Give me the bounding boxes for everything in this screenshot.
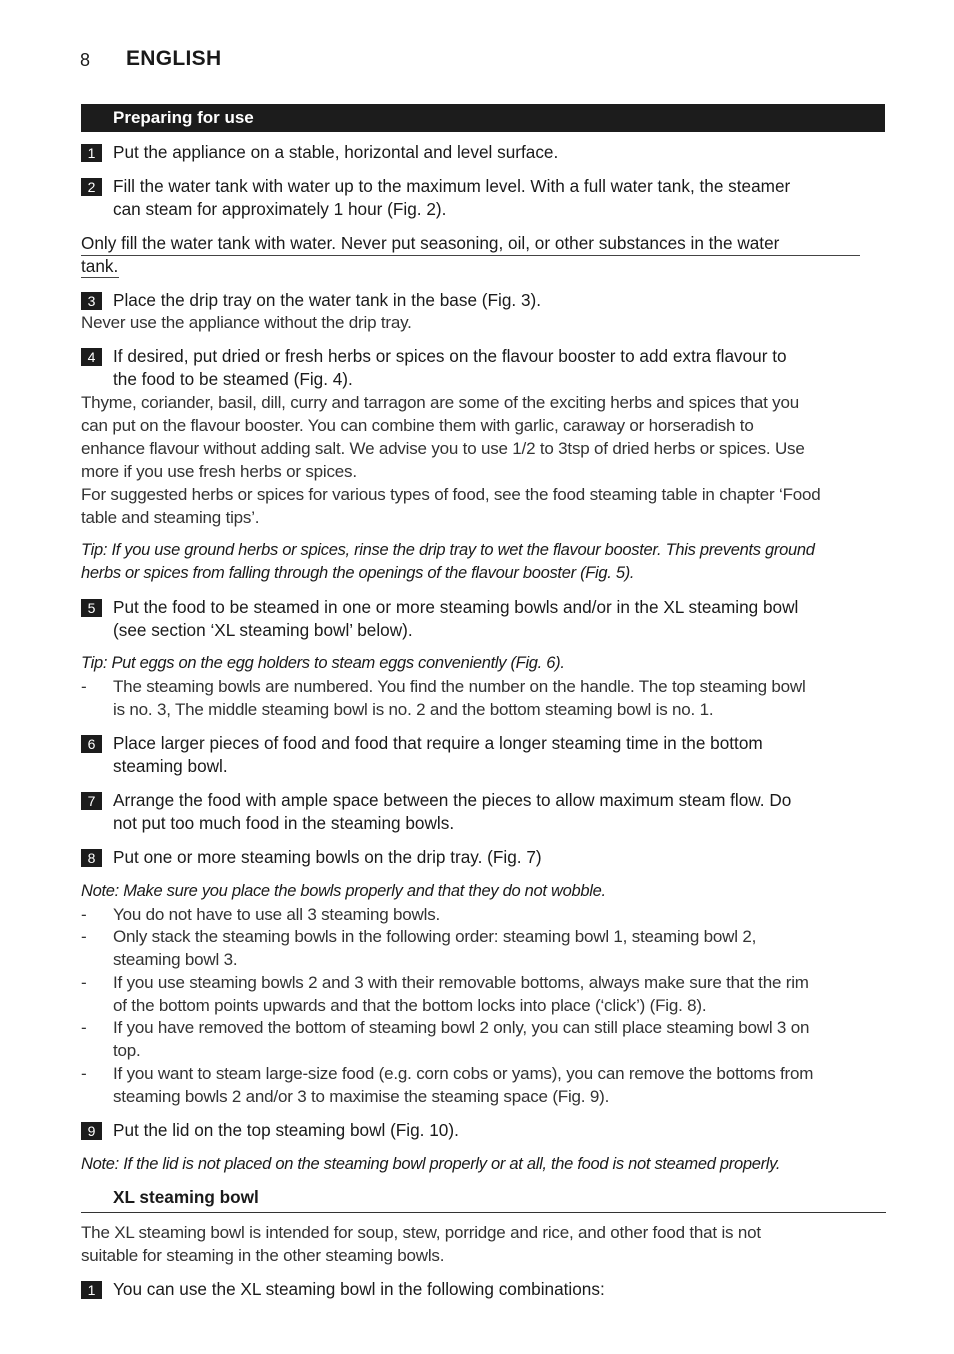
bullet-all-3 bbox=[81, 903, 887, 926]
paragraph-line: more if you use fresh herbs or spices. bbox=[81, 462, 357, 481]
bullet-line: If you have removed the bottom of steaming bowl 2 only, you can still place steaming bowl 3 on bbox=[113, 1018, 810, 1037]
xl-paragraph bbox=[81, 1221, 887, 1267]
step-number-badge: 9 bbox=[81, 1122, 102, 1140]
paragraph-line: table and steaming tips’. bbox=[81, 508, 260, 527]
step-6 bbox=[81, 732, 886, 778]
warning-underline bbox=[81, 277, 119, 278]
paragraph-line: suitable for steaming in the other steaming bowls. bbox=[81, 1246, 445, 1265]
tip-line: Tip: If you use ground herbs or spices, rinse the drip tray to wet the flavour booster. This prevents ground bbox=[81, 541, 815, 559]
step-text-line: steaming bowl. bbox=[113, 756, 228, 776]
step-number-badge: 4 bbox=[81, 348, 102, 366]
bullet-dash: - bbox=[81, 905, 87, 924]
tip-eggs: Tip: Put eggs on the egg holders to steam eggs conveniently (Fig. 6). bbox=[81, 654, 565, 672]
tip-ground-herbs bbox=[81, 539, 887, 585]
section-header-bar bbox=[81, 104, 885, 132]
bullet-line: If you use steaming bowls 2 and 3 with their removable bottoms, always make sure that the rim bbox=[113, 973, 809, 992]
step-text-line: If desired, put dried or fresh herbs or spices on the flavour booster to add extra flavour to bbox=[113, 346, 787, 366]
subsection-rule bbox=[81, 1212, 886, 1213]
bullet-line: steaming bowl 3. bbox=[113, 950, 238, 969]
bullet-stack-order bbox=[81, 925, 887, 971]
step-text: You can use the XL steaming bowl in the following combinations: bbox=[113, 1279, 605, 1299]
bullet-large-food bbox=[81, 1062, 887, 1108]
bullet-dash: - bbox=[81, 1064, 87, 1083]
step-text-line: can steam for approximately 1 hour (Fig. 2). bbox=[113, 199, 447, 219]
bullet-line: Only stack the steaming bowls in the following order: steaming bowl 1, steaming bowl 2, bbox=[113, 927, 757, 946]
step-8 bbox=[81, 846, 886, 869]
step-9 bbox=[81, 1119, 886, 1142]
warning-line: tank. bbox=[81, 256, 119, 276]
step-1 bbox=[81, 141, 886, 164]
bullet-dash: - bbox=[81, 973, 87, 992]
step-text-line: the food to be steamed (Fig. 4). bbox=[113, 369, 353, 389]
bullet-line: If you want to steam large-size food (e.g. corn cobs or yams), you can remove the bottoms from bbox=[113, 1064, 814, 1083]
step-2 bbox=[81, 175, 886, 221]
step-number-badge: 1 bbox=[81, 1281, 102, 1299]
subsection-title: XL steaming bowl bbox=[113, 1187, 259, 1207]
warning-line: Only fill the water tank with water. Never put seasoning, oil, or other substances in the water bbox=[81, 233, 780, 253]
step-5 bbox=[81, 596, 886, 642]
bullet-line: You do not have to use all 3 steaming bowls. bbox=[113, 905, 441, 924]
drip-tray-note: Never use the appliance without the drip tray. bbox=[81, 313, 412, 332]
language-heading: ENGLISH bbox=[126, 47, 222, 70]
bullet-line: is no. 3, The middle steaming bowl is no. 2 and the bottom steaming bowl is no. 1. bbox=[113, 700, 714, 719]
step-text-line: Put the food to be steamed in one or more steaming bowls and/or in the XL steaming bowl bbox=[113, 597, 799, 617]
step-text: Place the drip tray on the water tank in the base (Fig. 3). bbox=[113, 290, 542, 310]
note-lid: Note: If the lid is not placed on the steaming bowl properly or at all, the food is not steamed properly. bbox=[81, 1155, 781, 1173]
step-7 bbox=[81, 789, 886, 835]
tip-line: herbs or spices from falling through the openings of the flavour booster (Fig. 5). bbox=[81, 564, 635, 582]
step-text: Put one or more steaming bowls on the drip tray. (Fig. 7) bbox=[113, 847, 542, 867]
section-title: Preparing for use bbox=[113, 108, 254, 127]
step-text: Put the lid on the top steaming bowl (Fig. 10). bbox=[113, 1120, 459, 1140]
step-text-line: Place larger pieces of food and food that require a longer steaming time in the bottom bbox=[113, 733, 763, 753]
step-4 bbox=[81, 345, 886, 391]
step-text-line: not put too much food in the steaming bowls. bbox=[113, 813, 455, 833]
step-number-badge: 5 bbox=[81, 599, 102, 617]
step-number-badge: 2 bbox=[81, 178, 102, 196]
xl-step-1 bbox=[81, 1278, 886, 1301]
step-number-badge: 1 bbox=[81, 144, 102, 162]
page-number: 8 bbox=[80, 50, 91, 70]
step-text-line: (see section ‘XL steaming bowl’ below). bbox=[113, 620, 413, 640]
step-text: Put the appliance on a stable, horizontal and level surface. bbox=[113, 142, 559, 162]
step-number-badge: 3 bbox=[81, 292, 102, 310]
bullet-line: of the bottom points upwards and that the bottom locks into place (‘click’) (Fig. 8). bbox=[113, 996, 707, 1015]
bullet-line: steaming bowls 2 and/or 3 to maximise the steaming space (Fig. 9). bbox=[113, 1087, 610, 1106]
paragraph-line: Thyme, coriander, basil, dill, curry and tarragon are some of the exciting herbs and spices that you bbox=[81, 393, 799, 412]
step-text-line: Arrange the food with ample space between the pieces to allow maximum steam flow. Do bbox=[113, 790, 792, 810]
paragraph-line: The XL steaming bowl is intended for soup, stew, porridge and rice, and other food that is not bbox=[81, 1223, 761, 1242]
paragraph-line: For suggested herbs or spices for various types of food, see the food steaming table in chapter ‘Food bbox=[81, 485, 821, 504]
bullet-dash: - bbox=[81, 927, 87, 946]
step-number-badge: 6 bbox=[81, 735, 102, 753]
step-3 bbox=[81, 289, 886, 312]
warning-underline bbox=[81, 255, 860, 256]
step-number-badge: 7 bbox=[81, 792, 102, 810]
bullet-removed-bottom bbox=[81, 1016, 887, 1062]
paragraph-line: can put on the flavour booster. You can combine them with garlic, caraway or horseradish to bbox=[81, 416, 754, 435]
herbs-paragraph bbox=[81, 391, 887, 529]
step-number-badge: 8 bbox=[81, 849, 102, 867]
note-wobble: Note: Make sure you place the bowls properly and that they do not wobble. bbox=[81, 882, 606, 900]
bullet-line: The steaming bowls are numbered. You find the number on the handle. The top steaming bowl bbox=[113, 677, 806, 696]
bullet-dash: - bbox=[81, 1018, 87, 1037]
bullet-numbered-bowls bbox=[81, 675, 887, 721]
bullet-dash: - bbox=[81, 677, 87, 696]
step-text-line: Fill the water tank with water up to the maximum level. With a full water tank, the steamer bbox=[113, 176, 791, 196]
bullet-removable-bottoms bbox=[81, 971, 887, 1017]
paragraph-line: enhance flavour without adding salt. We advise you to use 1/2 to 3tsp of dried herbs or spices. Use bbox=[81, 439, 805, 458]
bullet-line: top. bbox=[113, 1041, 141, 1060]
